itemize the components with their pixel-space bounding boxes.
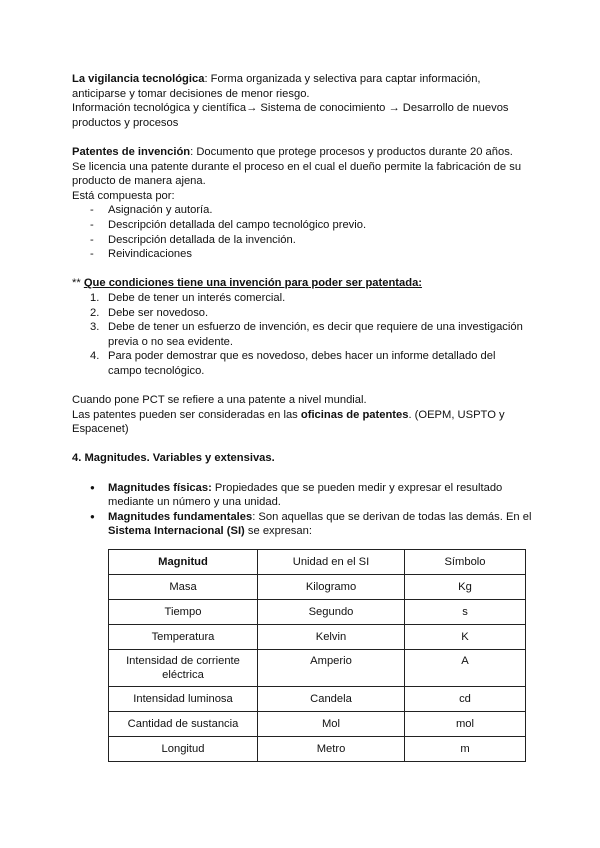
list-number: 1. xyxy=(90,291,100,304)
table-cell: Amperio xyxy=(258,650,405,687)
table-cell: Cantidad de sustancia xyxy=(109,712,258,737)
patentes-list xyxy=(72,203,532,261)
list-item xyxy=(90,349,532,378)
table-header: Magnitud xyxy=(109,550,258,575)
vigilancia-paragraph xyxy=(72,72,532,101)
list-text: Para poder demostrar que es novedoso, debes hacer un informe detallado del campo tecnológico. xyxy=(108,350,496,377)
fisicas-def: Propiedades que se pueden medir y expresar el resultado mediante un número y una unidad. xyxy=(108,481,503,509)
table-cell: Candela xyxy=(258,687,405,712)
list-text: Debe de tener un esfuerzo de invención, es decir que requiere de una investigación previa o no sea evidente. xyxy=(108,321,523,348)
table-cell: K xyxy=(405,625,526,650)
table-row xyxy=(109,650,526,687)
list-item xyxy=(90,306,532,321)
patentes-term: Patentes de invención xyxy=(72,145,191,158)
table-cell: m xyxy=(405,737,526,762)
table-cell: Metro xyxy=(258,737,405,762)
oficinas-post: . (OEPM, USPTO y Espacenet) xyxy=(72,408,505,436)
table-row xyxy=(109,575,526,600)
table-row xyxy=(109,687,526,712)
table-cell: Intensidad luminosa xyxy=(109,687,258,712)
document-page xyxy=(72,72,532,762)
magnitudes-table xyxy=(108,549,526,762)
table-cell: s xyxy=(405,600,526,625)
magnitudes-list xyxy=(72,481,532,539)
table-row xyxy=(109,600,526,625)
patentes-paragraph xyxy=(72,145,532,160)
list-item: - Descripción detallada de la invención. xyxy=(90,233,532,248)
list-number: 4. xyxy=(90,350,100,363)
pct-line: Cuando pone PCT se refiere a una patente a nivel mundial. xyxy=(72,394,367,407)
vigilancia-flow: Información tecnológica y científica→ Sistema de conocimiento → Desarrollo de nuevos productos y procesos xyxy=(72,102,509,129)
patentes-definition: : Documento que protege procesos y productos durante 20 años. xyxy=(190,145,513,158)
vigilancia-term: La vigilancia tecnológica xyxy=(72,73,205,85)
list-text: Debe de tener un interés comercial. xyxy=(108,291,286,304)
table-cell: Kg xyxy=(405,575,526,600)
table-cell: Intensidad de corriente eléctrica xyxy=(109,650,258,687)
list-item xyxy=(90,291,532,306)
list-number: 3. xyxy=(90,321,100,334)
table-row xyxy=(109,712,526,737)
fund-def: : Son aquellas que se derivan de todas las demás. En el xyxy=(252,510,532,523)
oficinas-pre: Las patentes pueden ser consideradas en las xyxy=(72,408,301,421)
section-heading xyxy=(72,451,532,466)
table-cell: Longitud xyxy=(109,737,258,762)
oficinas-line xyxy=(72,408,532,437)
table-cell: mol xyxy=(405,712,526,737)
table-cell: Kelvin xyxy=(258,625,405,650)
table-cell: Segundo xyxy=(258,600,405,625)
table-cell: Kilogramo xyxy=(258,575,405,600)
condiciones-list xyxy=(72,291,532,379)
table-header: Símbolo xyxy=(405,550,526,575)
list-number: 2. xyxy=(90,306,100,319)
list-item xyxy=(90,481,532,510)
table-row xyxy=(109,737,526,762)
list-item xyxy=(90,510,532,539)
list-item: - Descripción detallada del campo tecnológico previo. xyxy=(90,218,532,233)
list-text: Debe ser novedoso. xyxy=(108,306,209,319)
list-item: - Asignación y autoría. xyxy=(90,203,532,218)
section-title: 4. Magnitudes. Variables y extensivas. xyxy=(72,452,275,465)
oficinas-bold: oficinas de patentes xyxy=(300,408,409,421)
table-cell: Mol xyxy=(258,712,405,737)
patentes-compuesta: Está compuesta por: xyxy=(72,189,175,202)
fund-si: Sistema Internacional (SI) xyxy=(108,525,245,538)
fund-end: se expresan: xyxy=(244,525,312,538)
list-item xyxy=(90,320,532,349)
table-cell: cd xyxy=(405,687,526,712)
table-cell: A xyxy=(405,650,526,687)
table-cell: Temperatura xyxy=(109,625,258,650)
condiciones-heading xyxy=(72,276,532,291)
condiciones-prefix: ** xyxy=(72,277,84,290)
fund-term: Magnitudes fundamentales xyxy=(108,510,253,523)
list-item: - Reivindicaciones xyxy=(90,247,532,262)
table-header-row xyxy=(109,550,526,575)
patentes-licencia: Se licencia una patente durante el proceso en el cual el dueño permite la fabricación de su producto de manera ajena. xyxy=(72,160,522,188)
condiciones-title: Que condiciones tiene una invención para poder ser patentada: xyxy=(83,277,423,290)
table-header: Unidad en el SI xyxy=(258,550,405,575)
fisicas-term: Magnitudes físicas: xyxy=(108,481,212,494)
table-row xyxy=(109,625,526,650)
vigilancia-definition: : Forma organizada y selectiva para captar información, anticiparse y tomar decisiones de menor riesgo. xyxy=(72,73,481,100)
table-cell: Masa xyxy=(109,575,258,600)
table-cell: Tiempo xyxy=(109,600,258,625)
